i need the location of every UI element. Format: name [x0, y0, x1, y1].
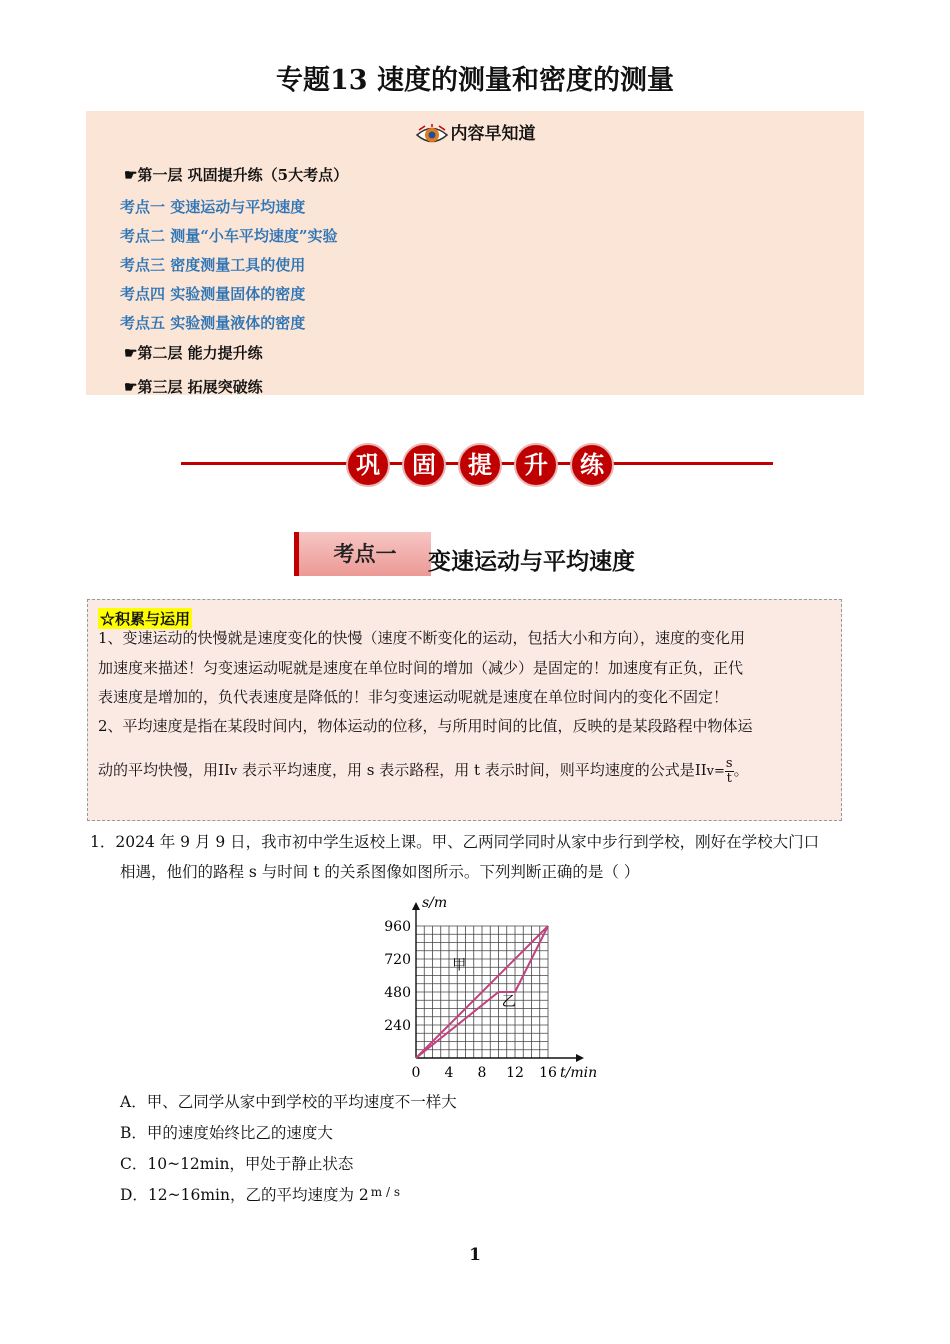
pi-symbol: II [218, 761, 230, 779]
knowledge-line-5-b: 表示平均速度，用 s 表示路程，用 t 表示时间，则平均速度的公式是 [237, 761, 695, 779]
overview-heading [86, 119, 864, 146]
y-tick-label: 480 [384, 985, 411, 1001]
question-line-2: 相遇，他们的路程 s 与时间 t 的关系图像如图所示。下列判断正确的是（ ） [120, 863, 640, 881]
page-title: 专题13 速度的测量和密度的测量 [276, 65, 674, 96]
formula-fraction [725, 757, 734, 786]
banner-char-2: 固 [402, 443, 446, 487]
x-axis-arrow [576, 1054, 584, 1062]
x-tick-label: 4 [444, 1065, 454, 1081]
knowledge-line-1: 1、变速运动的快慢就是速度变化的快慢（速度不断变化的运动，包括大小和方向），速度的变化用 [98, 629, 746, 647]
formula-numerator: s [725, 755, 733, 771]
x-tick-label: 0 [411, 1065, 421, 1081]
option-a[interactable]: A．甲、乙同学从家中到学校的平均速度不一样大 [120, 1093, 457, 1111]
question-number: 1． [90, 833, 116, 851]
overview-box [86, 111, 864, 395]
knowledge-line-2: 加速度来描述！匀变速运动呢就是速度在单位时间的增加（减少）是固定的！加速度有正负，正代 [98, 659, 744, 677]
knowledge-line-4: 2、平均速度是指在某段时间内，物体运动的位移，与所用时间的比值，反映的是某段路程中物体运 [98, 717, 753, 735]
knowledge-line-3: 表速度是增加的，负代表速度是降低的！非匀变速运动呢就是速度在单位时间内的变化不固定！ [98, 688, 729, 706]
y-tick-label: 720 [384, 952, 411, 968]
page-number: 1 [469, 1245, 481, 1265]
eye-icon [415, 124, 449, 146]
knowledge-box [87, 599, 842, 821]
y-axis-label: s/m [422, 895, 448, 911]
banner-char-5: 练 [570, 443, 614, 487]
key-point-1[interactable]: 考点一 变速运动与平均速度 [120, 198, 306, 216]
banner-char-3: 提 [458, 443, 502, 487]
layer-2-label: ☛第二层 能力提升练 [124, 344, 263, 362]
series-label-1: 甲 [452, 957, 467, 974]
option-c[interactable]: C．10~12min，甲处于静止状态 [120, 1155, 354, 1173]
question-text-1: 2024 年 9 月 9 日，我市初中学生返校上课。甲、乙两同学同时从家中步行到学校，刚好在学校大门口 [115, 833, 820, 851]
banner-char-1: 巩 [346, 443, 390, 487]
overview-heading-text: 内容早知道 [450, 124, 536, 144]
series-label-2: 乙 [501, 994, 516, 1011]
key-point-5[interactable]: 考点五 实验测量液体的密度 [120, 314, 306, 332]
key-point-2[interactable]: 考点二 测量“小车平均速度”实验 [120, 227, 338, 245]
option-d[interactable] [120, 1183, 400, 1205]
x-tick-label: 8 [477, 1065, 487, 1081]
formula-end: 。 [733, 761, 749, 779]
knowledge-label: ☆积累与运用 [100, 610, 191, 628]
x-tick-label: 16 [539, 1065, 557, 1081]
formula-lhs: v= [706, 764, 725, 779]
y-axis-arrow [412, 902, 420, 910]
knowledge-line-5 [98, 756, 749, 786]
formula-denominator: t [726, 770, 732, 786]
question-line-1 [90, 828, 819, 857]
x-tick-label: 12 [506, 1065, 524, 1081]
distance-time-chart [376, 892, 616, 1084]
x-axis-label: t/min [560, 1065, 598, 1081]
section-title: 变速运动与平均速度 [428, 548, 635, 575]
option-d-text: D．12~16min，乙的平均速度为 2 [120, 1186, 369, 1204]
y-tick-label: 240 [384, 1018, 411, 1034]
banner-char-4: 升 [514, 443, 558, 487]
knowledge-line-5-a: 动的平均快慢，用 [98, 761, 219, 779]
v-symbol: v [229, 764, 238, 779]
option-d-unit: m / s [370, 1185, 401, 1199]
y-tick-label: 960 [384, 919, 411, 935]
layer-3-label: ☛第三层 拓展突破练 [124, 378, 263, 396]
key-point-3[interactable]: 考点三 密度测量工具的使用 [120, 256, 306, 274]
pi-symbol-2: II [694, 761, 707, 779]
section-tag: 考点一 [294, 532, 431, 576]
layer-1-label: ☛第一层 巩固提升练（5大考点） [124, 166, 349, 184]
key-point-4[interactable]: 考点四 实验测量固体的密度 [120, 285, 306, 303]
option-b[interactable]: B．甲的速度始终比乙的速度大 [120, 1124, 333, 1142]
